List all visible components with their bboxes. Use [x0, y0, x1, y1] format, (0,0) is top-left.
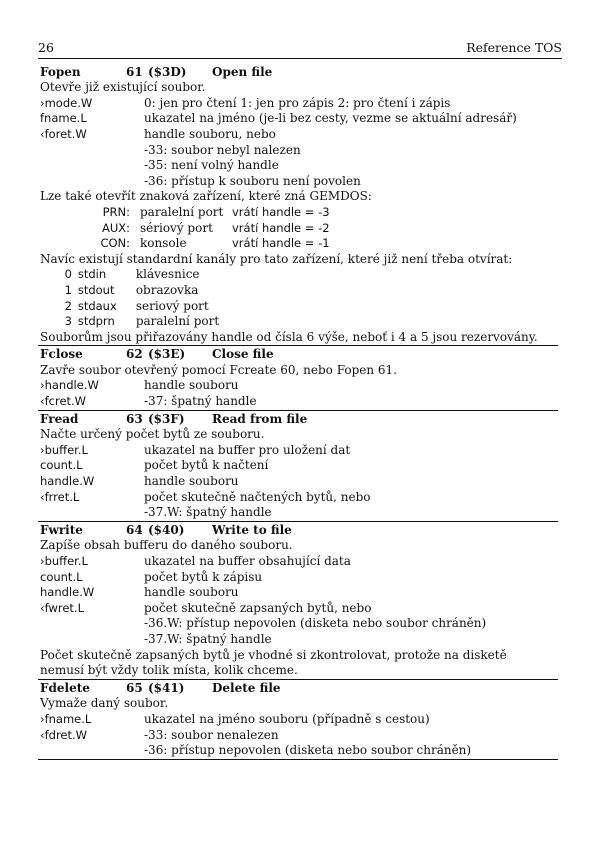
function-hex: ($3D) [148, 64, 187, 79]
param-row [40, 127, 550, 143]
param-name: ›buffer.L [40, 442, 88, 457]
param-row [40, 378, 550, 394]
device-desc: konsole [140, 236, 187, 251]
function-description: Otevře již existující soubor. [40, 80, 206, 95]
param-text: -37: špatný handle [144, 394, 257, 409]
page-number: 26 [38, 40, 54, 55]
function-title: Write to file [212, 522, 292, 537]
param-text: ukazatel na buffer obsahující data [144, 554, 351, 568]
function-code: 61 [126, 64, 143, 79]
function-hex: ($3E) [148, 347, 186, 362]
section-divider [38, 759, 558, 760]
page-header [38, 40, 562, 56]
document-page [38, 40, 562, 761]
section-fclose [40, 347, 550, 410]
param-text: handle souboru [144, 474, 239, 489]
std-num: 3 [64, 314, 72, 329]
function-code: 63 [126, 411, 143, 426]
param-text: ukazatel na jméno souboru (případně s cestou) [144, 711, 430, 726]
param-row [40, 443, 550, 459]
device-name: CON: [100, 236, 130, 251]
device-desc: paralelní port [140, 204, 224, 219]
param-row [40, 458, 550, 474]
function-name: Fdelete [40, 680, 90, 695]
param-row [40, 728, 550, 744]
function-heading [40, 412, 550, 428]
section-fopen [40, 65, 550, 347]
function-title: Close file [212, 347, 274, 362]
error-line: -33: soubor nebyl nalezen [144, 142, 301, 157]
section-note: Počet skutečně zapsaných bytů je vhodné si zkontrolovat, protože na disketě nemusí být vždy tolik místa, kolik chceme. [40, 647, 507, 678]
param-text: -33: soubor nenalezen [144, 727, 279, 742]
section-divider [38, 345, 558, 346]
function-code: 64 [126, 522, 143, 537]
param-text: handle souboru, nebo [144, 126, 276, 141]
device-name: AUX: [101, 220, 130, 235]
function-description: Zavře soubor otevřený pomocí Fcreate 60, nebo Fopen 61. [40, 362, 397, 377]
device-desc: sériový port [140, 220, 213, 235]
param-name: ‹foret.W [40, 126, 87, 141]
param-text: ukazatel na buffer pro uložení dat [144, 442, 351, 457]
devices-intro: Lze také otevřít znaková zařízení, které zná GEMDOS: [40, 189, 372, 204]
std-desc: seriový port [135, 298, 209, 313]
device-handle: vrátí handle = -2 [232, 220, 330, 235]
device-row [40, 221, 550, 237]
std-intro: Navíc existují standardní kanály pro tato zařízení, které již není třeba otvírat: [40, 251, 513, 266]
function-description: Vymaže daný soubor. [40, 696, 169, 711]
std-desc: obrazovka [135, 282, 199, 297]
std-row [40, 299, 550, 315]
std-row [40, 283, 550, 299]
std-name: stdaux [77, 298, 117, 313]
param-row [40, 570, 550, 586]
error-line: -36: přístup k souboru není povolen [144, 173, 361, 188]
function-name: Fread [40, 411, 79, 426]
function-title: Delete file [212, 680, 281, 695]
param-text: počet skutečně načtených bytů, nebo [144, 489, 371, 504]
function-name: Fwrite [40, 522, 83, 537]
device-handle: vrátí handle = -1 [232, 236, 330, 251]
std-num: 2 [64, 298, 72, 313]
section-divider [38, 410, 558, 411]
param-text: počet skutečně zapsaných bytů, nebo [144, 600, 372, 615]
section-fread [40, 412, 550, 522]
param-name: ‹fdret.W [40, 727, 88, 742]
function-heading [40, 681, 550, 697]
param-name: count.L [40, 569, 83, 584]
param-name: ‹fcret.W [40, 394, 87, 409]
param-text: počet bytů k zápisu [144, 569, 263, 584]
param-name: ›fname.L [40, 711, 92, 726]
param-row [40, 490, 550, 506]
device-name: PRN: [102, 204, 130, 219]
function-code: 65 [126, 680, 143, 695]
error-line: -37.W: špatný handle [144, 505, 272, 520]
function-heading [40, 523, 550, 539]
function-description: Zapíše obsah bufferu do daného souboru. [40, 538, 293, 553]
section-fwrite [40, 523, 550, 680]
param-name: ‹frret.L [40, 489, 80, 504]
param-row [40, 585, 550, 601]
function-hex: ($41) [148, 680, 185, 695]
error-line: -36: přístup nepovolen (disketa nebo soubor chráněn) [144, 743, 472, 758]
std-desc: klávesnice [135, 267, 200, 282]
std-num: 0 [64, 267, 72, 282]
param-text: počet bytů k načtení [144, 458, 269, 473]
function-hex: ($3F) [148, 411, 185, 426]
std-name: stdout [77, 282, 115, 297]
std-row [40, 314, 550, 330]
std-row [40, 267, 550, 283]
param-row [40, 111, 550, 127]
param-name: handle.W [40, 474, 95, 489]
header-rule [38, 58, 562, 59]
param-text: ukazatel na jméno (je-li bez cesty, vezme se aktuální adresář) [144, 111, 517, 126]
function-title: Open file [212, 64, 273, 79]
param-text: 0: jen pro čtení 1: jen pro zápis 2: pro čtení i zápis [144, 95, 451, 110]
param-name: ‹fwret.L [40, 600, 84, 615]
param-text: handle souboru [144, 585, 239, 600]
section-divider [38, 679, 558, 680]
param-name: count.L [40, 458, 83, 473]
function-description: Načte určený počet bytů ze souboru. [40, 427, 265, 442]
param-name: fname.L [40, 111, 87, 126]
device-handle: vrátí handle = -3 [232, 204, 330, 219]
section-note: Souborům jsou přiřazovány handle od čísla 6 výše, neboť i 4 a 5 jsou rezervovány. [40, 329, 538, 344]
std-name: stdin [77, 267, 107, 282]
std-num: 1 [64, 282, 72, 297]
std-desc: paralelní port [135, 314, 220, 329]
param-name: ›buffer.L [40, 554, 88, 568]
param-name: ›handle.W [40, 378, 99, 393]
function-heading [40, 65, 550, 81]
function-title: Read from file [212, 411, 308, 426]
param-row [40, 474, 550, 490]
error-line: -36.W: přístup nepovolen (disketa nebo soubor chráněn) [144, 616, 487, 631]
device-row [40, 205, 550, 221]
error-line: -37.W: špatný handle [144, 631, 272, 646]
device-row [40, 236, 550, 252]
section-fdelete [40, 681, 550, 760]
section-divider [38, 521, 558, 522]
param-row [40, 601, 550, 617]
std-name: stdprn [77, 314, 115, 329]
param-text: handle souboru [144, 378, 239, 393]
param-row [40, 394, 550, 410]
param-row [40, 712, 550, 728]
param-name: ›mode.W [40, 95, 93, 110]
running-title: Reference TOS [466, 40, 562, 55]
function-heading [40, 347, 550, 363]
function-code: 62 [126, 347, 143, 362]
function-hex: ($40) [148, 522, 185, 537]
function-name: Fopen [40, 64, 81, 79]
function-name: Fclose [40, 347, 83, 362]
param-row [40, 554, 550, 570]
param-row [40, 96, 550, 112]
error-line: -35: není volný handle [144, 158, 279, 173]
param-name: handle.W [40, 585, 95, 600]
